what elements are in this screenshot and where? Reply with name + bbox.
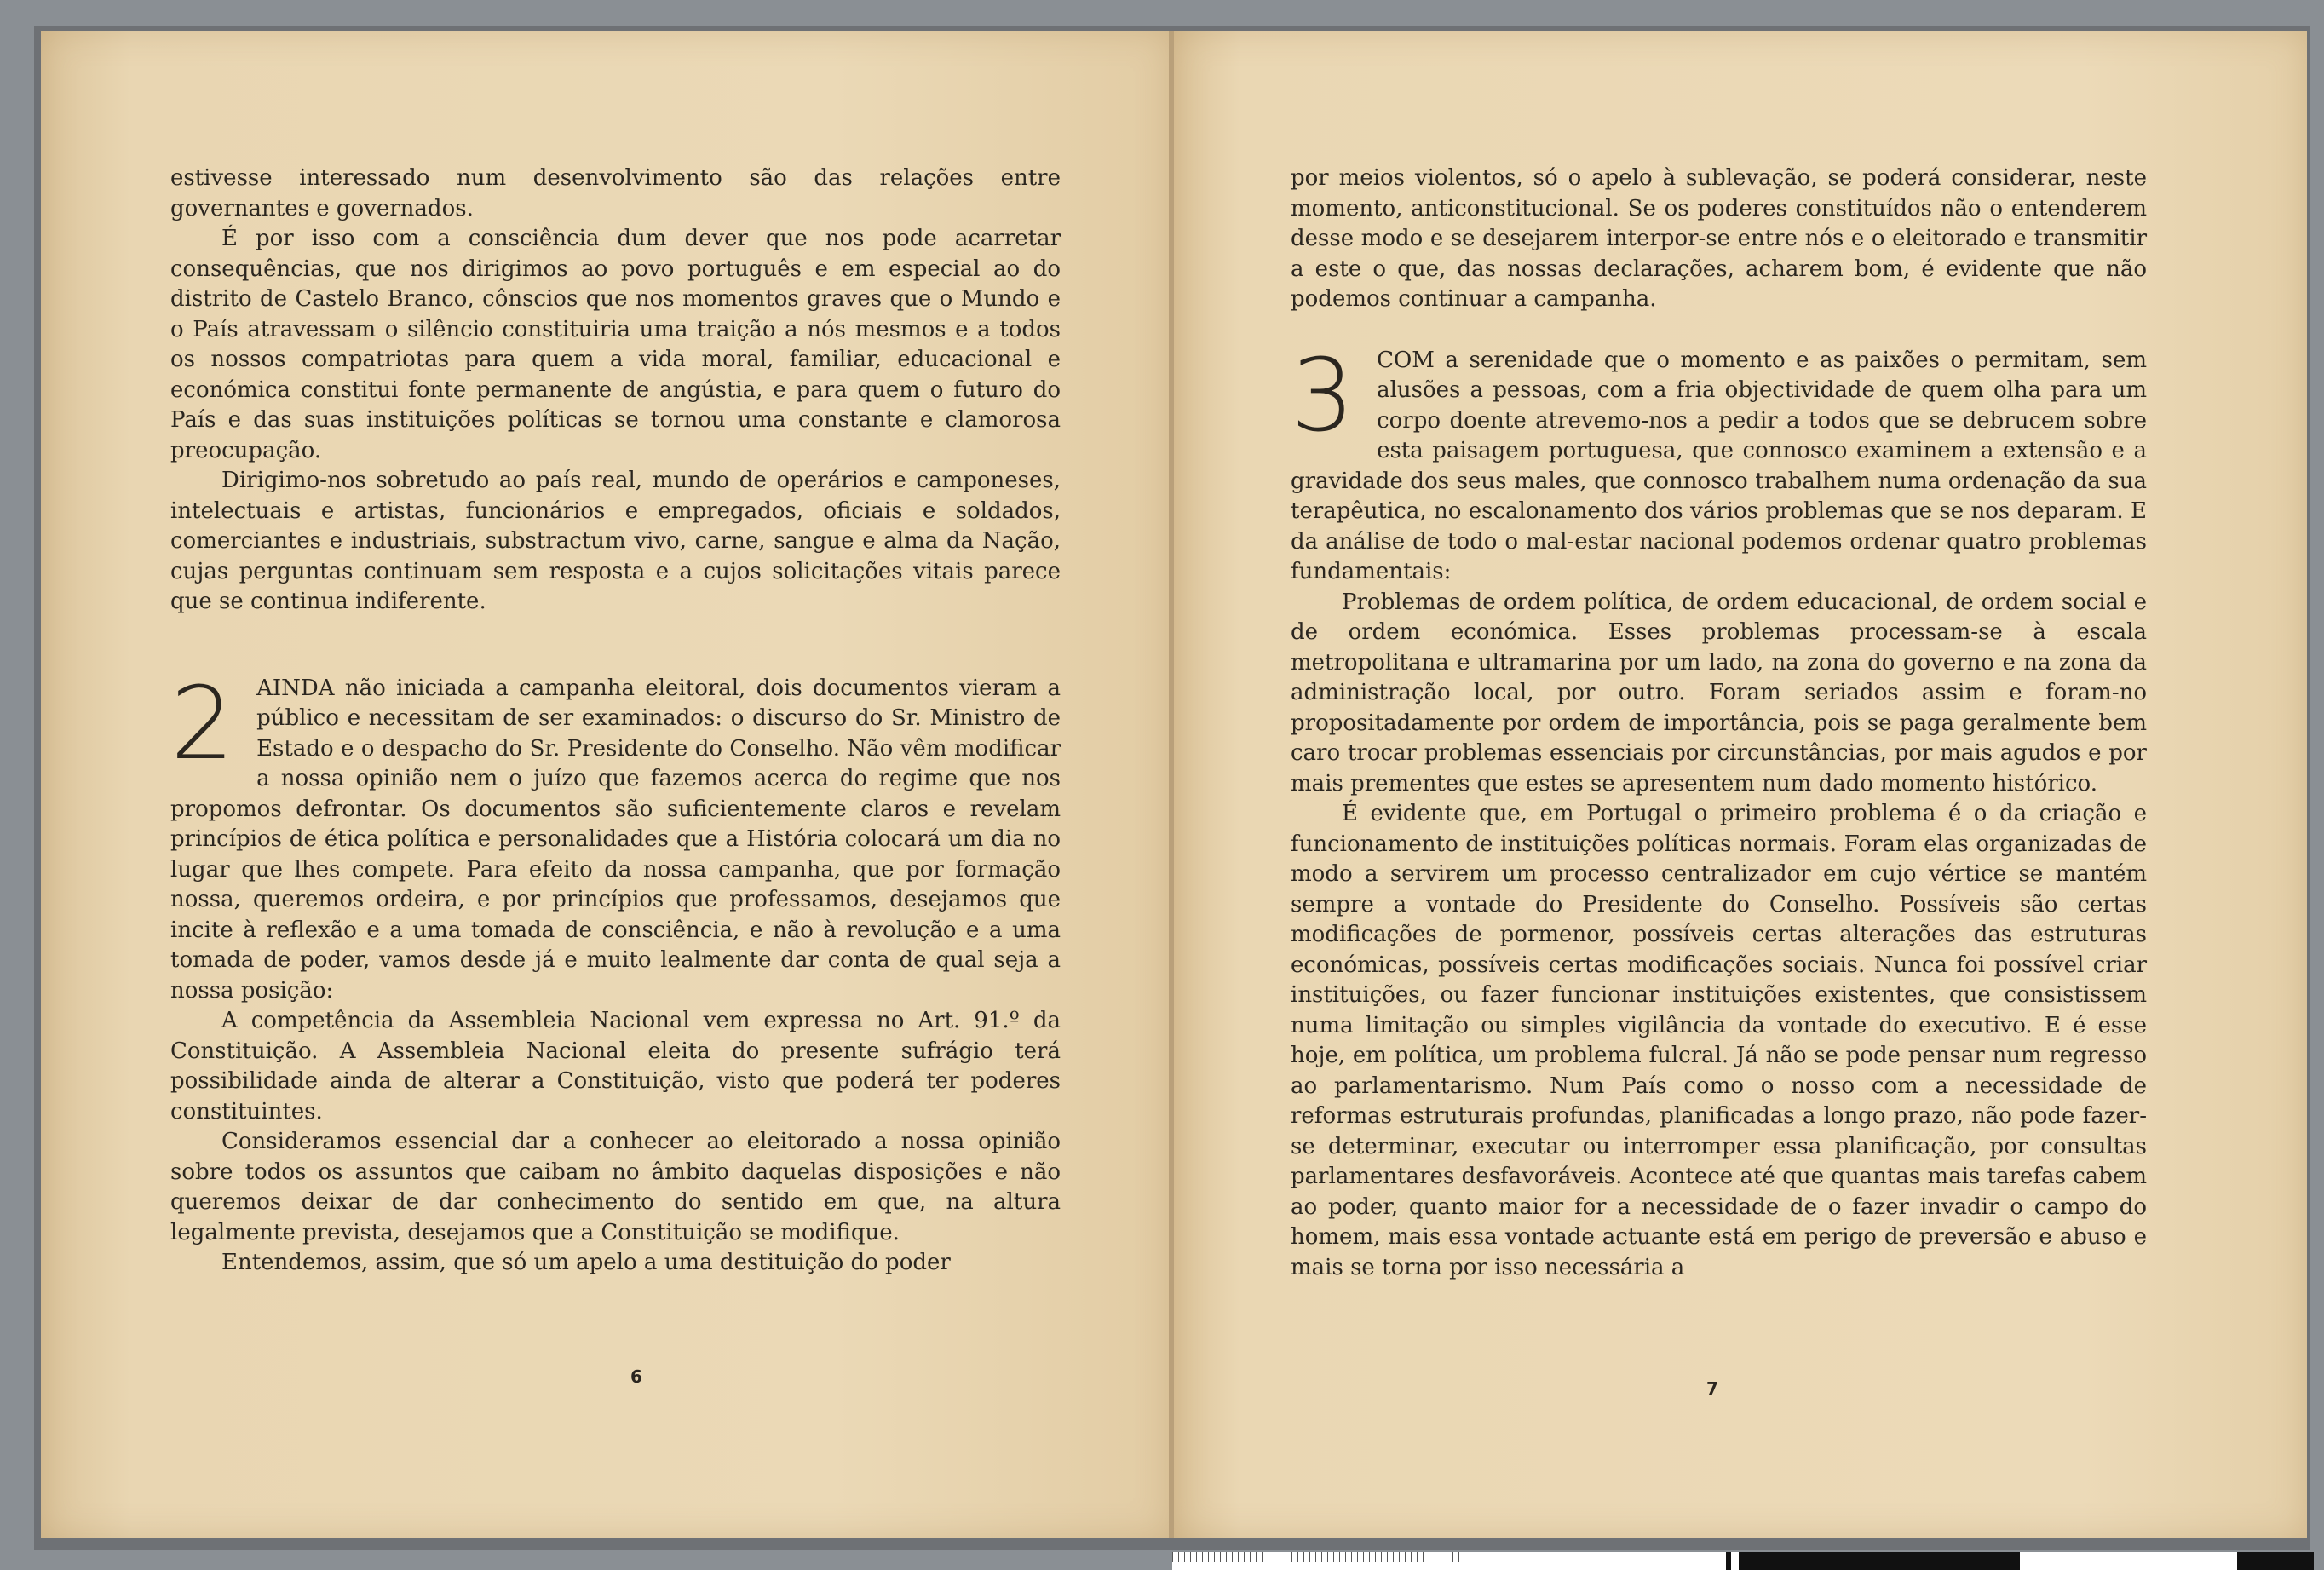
right-page-text (1291, 164, 2147, 1283)
left-paragraph-2: É por isso com a consciência dum dever que nos pode acarretar consequências, que nos dirigimos ao povo português e em especial ao do distrito de Castelo Branco, cônscios que nos momentos graves que o Mundo e o País atravessam o silêncio constituiria uma traição a nós mesmos e a todos os nossos compatriotas para quem a vida moral, familiar, educacional e económica constitui fonte permanente de angústia, e para quem o futuro do País e das suas instituições políticas se tornou uma constante e clamorosa preocupação. (170, 226, 1061, 463)
section-number-2: 2 (170, 664, 235, 782)
ruler-block (2237, 1552, 2314, 1570)
section-gap (1291, 315, 2147, 346)
section-2-paragraph-4: Entendemos, assim, que só um apelo a uma destituição do poder (221, 1250, 951, 1275)
scale-ruler (1172, 1552, 2314, 1570)
ruler-mark (1726, 1552, 1731, 1570)
left-page-text (170, 164, 1061, 1279)
section-3-paragraph-3: É evidente que, em Portugal o primeiro problema é o da criação e funcionamento de instituições políticas normais. Foram elas organizadas de modo a servirem um processo centralizador em cujo vértice se mantém sempre a vontade do Presidente do Conselho. Possíveis são certas modificações de pormenor, possíveis certas alterações das estruturas económicas, possíveis certas modificações sociais. Nunca foi possível criar instituições, ou fazer funcionar instituições existentes, que consistissem numa limitação ou simples vigilância da vontade do executivo. E é esse hoje, em política, um problema fulcral. Já não se pode pensar num regresso ao parlamentarismo. Num País como o nosso com a necessidade de reformas estruturais profundas, planificadas a longo prazo, não pode fazer-se determinar, executar ou interromper essa planificação, por consultas parlamentares desfavoráveis. Acontece até que quantas mais tarefas cabem ao poder, quanto maior for a necessidade de o fazer invadir o campo do homem, mais essa vontade actuante está em perigo de preversão e abuso e mais se torna por isso necessária a (1291, 801, 2147, 1280)
section-3-paragraph-1: COM a serenidade que o momento e as paixões o permitam, sem alusões a pessoas, com a fria objectividade de quem olha para um corpo doente atrevemo-nos a pedir a todos que se debrucem sobre esta paisagem portuguesa, que connosco examinem a extensão e a gravidade dos seus males, que connosco trabalhem numa ordenação da sua terapêutica, no escalonamento dos vários problemas que se nos deparam. E da análise de todo o mal-estar nacional podemos ordenar quatro problemas fundamentais: (1291, 347, 2147, 584)
section-2-paragraph-3: Consideramos essencial dar a conhecer ao eleitorado a nossa opinião sobre todos os assuntos que caibam no âmbito daquelas disposições e não queremos deixar de dar conhecimento do sentido em que, na altura legalmente prevista, desejamos que a Constituição se modifique. (170, 1129, 1061, 1245)
section-2-paragraph-1: AINDA não iniciada a campanha eleitoral, dois documentos vieram a público e necessitam de ser examinados: o discurso do Sr. Ministro de Estado e o despacho do Sr. Presidente do Conselho. Não vêm modificar a nossa opinião nem o juízo que fazemos acerca do regime que nos propomos defrontar. Os documentos são suficientemente claros e revelam princípios de ética política e personalidades que a História colocará um dia no lugar que lhes compete. Para efeito da nossa campanha, que por formação nossa, queremos ordeira, e por princípios que professamos, desejamos que incite à reflexão e a uma tomada de consciência, e não à revolução e a uma tomada de poder, vamos desde já e muito lealmente dar conta de qual seja a nossa posição: (170, 675, 1061, 1004)
section-3 (1291, 336, 2147, 1284)
section-gap (170, 618, 1061, 674)
section-2-paragraph-2: A competência da Assembleia Nacional vem expressa no Art. 91.º da Constituição. A Assembleia Nacional eleita do presente sufrágio terá possibilidade ainda de alterar a Constituição, visto que poderá ter poderes constituintes. (170, 1008, 1061, 1124)
page-number-right: 7 (1706, 1378, 1718, 1399)
section-number-3: 3 (1291, 336, 1355, 454)
right-paragraph-1: por meios violentos, só o apelo à sublevação, se poderá considerar, neste momento, anticonstitucional. Se os poderes constituídos não o entenderem desse modo e se desejarem interpor-se entre nós e o eleitorado e transmitir a este o que, das nossas declarações, acharem bom, é evidente que não podemos continuar a campanha. (1291, 165, 2147, 312)
section-2 (170, 664, 1061, 1279)
left-paragraph-3: Dirigimo-nos sobretudo ao país real, mundo de operários e camponeses, intelectuais e artistas, funcionários e empregados, oficiais e soldados, comerciantes e industriais, substractum vivo, carne, sangue e alma da Nação, cujas perguntas continuam sem resposta e a cujos solicitações vitais parece que se continua indiferente. (170, 468, 1061, 614)
page-number-left: 6 (630, 1366, 642, 1387)
ruler-ticks (1172, 1552, 1462, 1562)
section-3-paragraph-2: Problemas de ordem política, de ordem educacional, de ordem social e de ordem económica. Esses problemas processam-se à escala metropolitana e ultramarina por um lado, na zona do governo e na zona da administração local, por outro. Foram seriados assim e foram-no propositadamente por ordem de importância, pois se paga geralmente bem caro trocar problemas essenciais por circunstâncias, por mais agudos e por mais prementes que estes se apresentem num dado momento histórico. (1291, 589, 2147, 797)
ruler-block (1739, 1552, 2020, 1570)
book-gutter (1169, 31, 1174, 1538)
left-paragraph-1: estivesse interessado num desenvolvimento são das relações entre governantes e governados. (170, 165, 1061, 221)
